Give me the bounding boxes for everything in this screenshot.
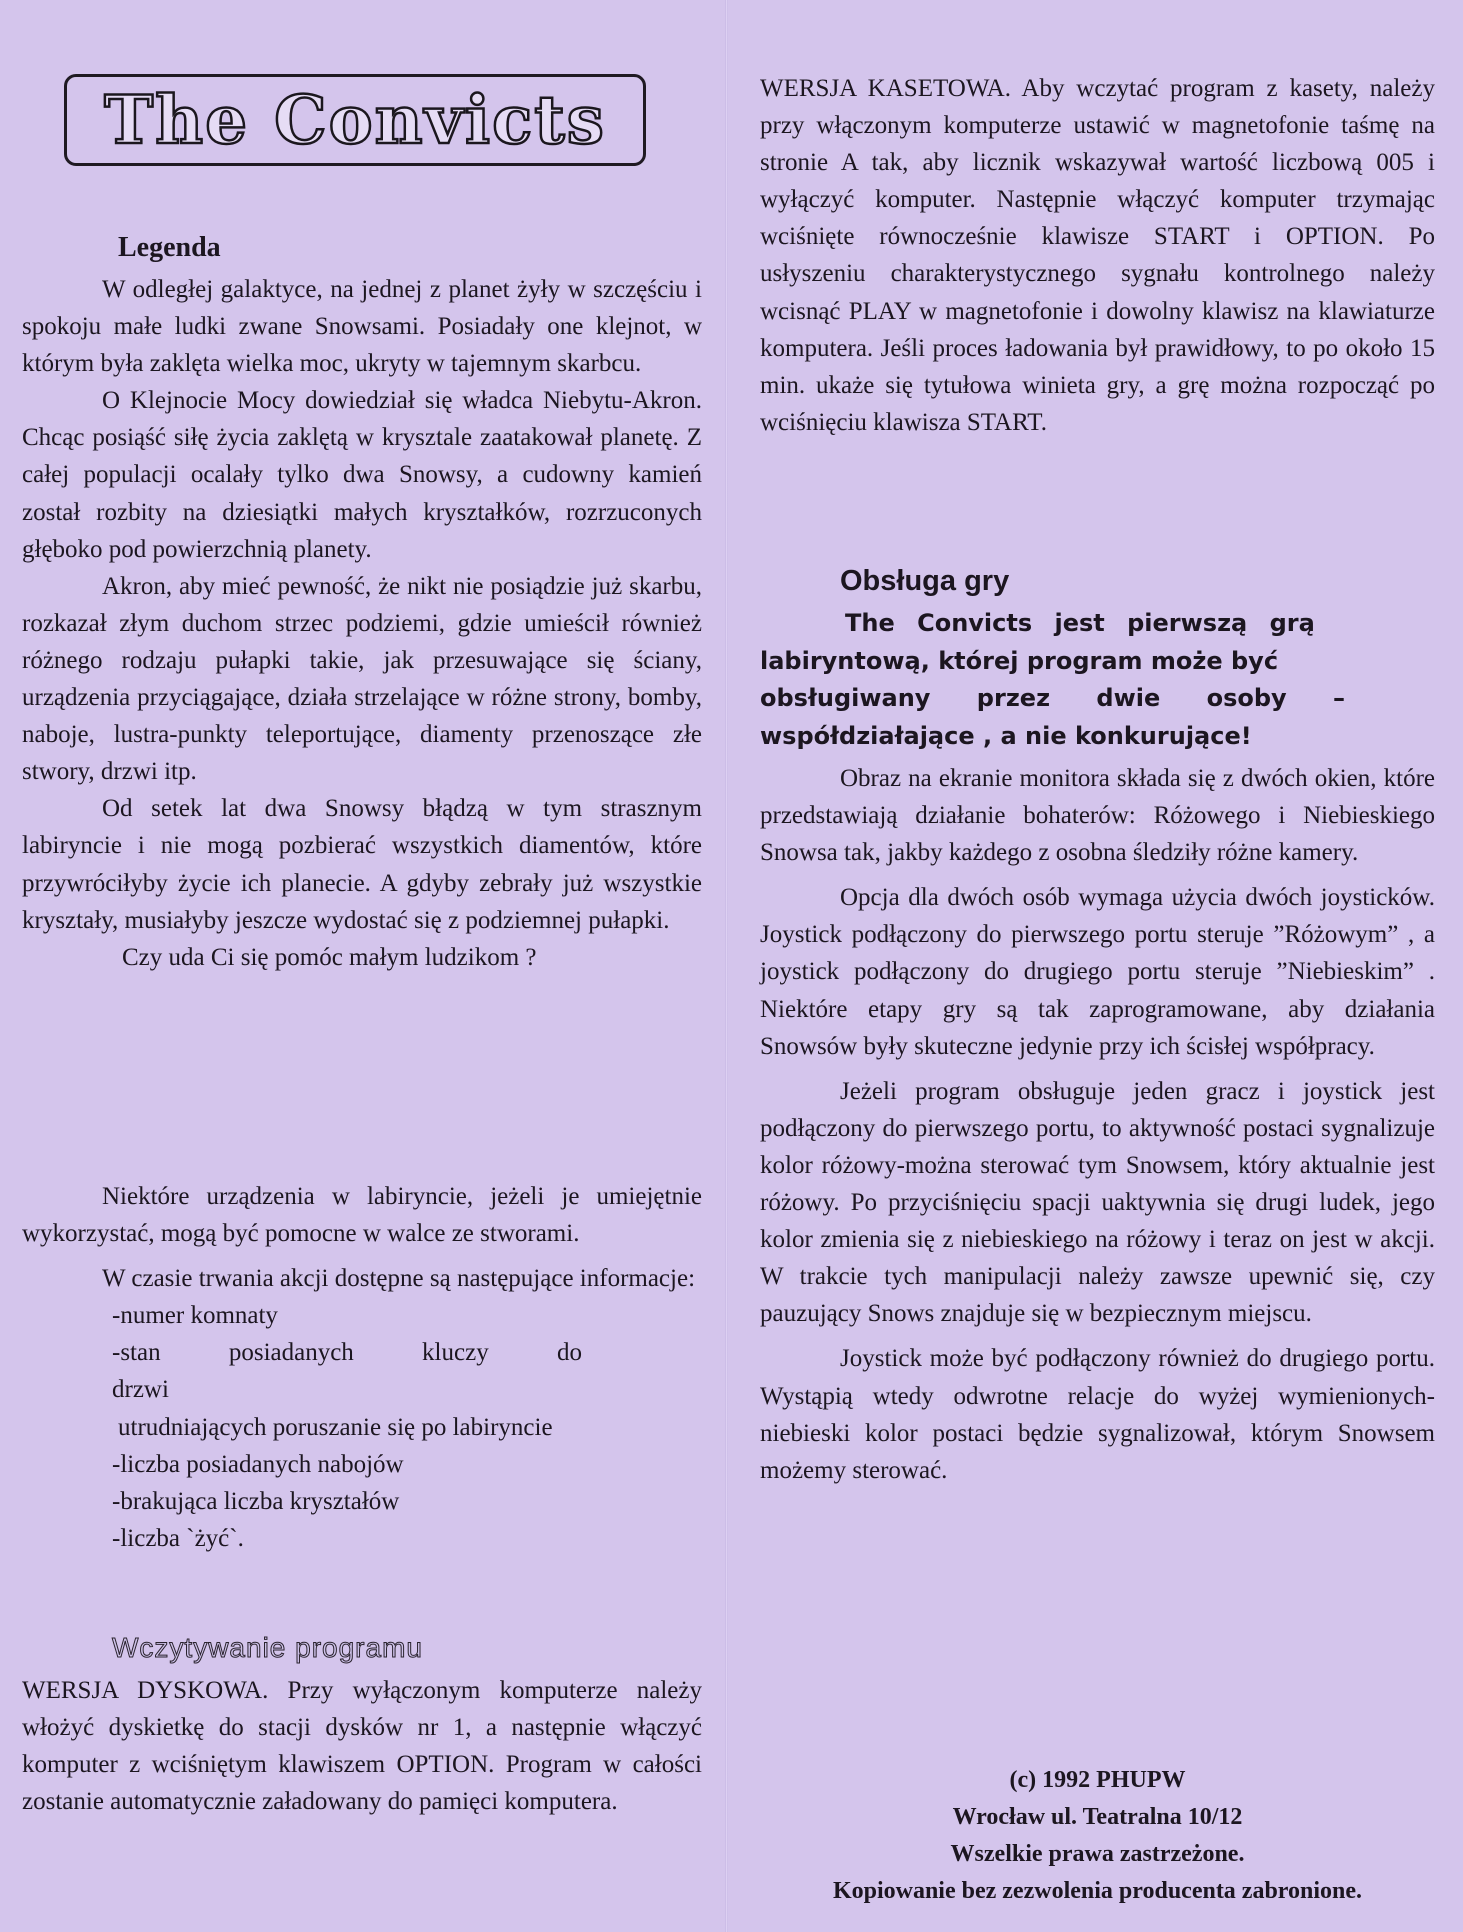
legenda-paragraph: W odległej galaktyce, na jednej z planet żyły w szczęściu i spokoju małe ludki zwane Snowsami. Posiadały one klejnot, w którym była zaklęta wielka moc, ukryty w tajemnym skarbcu. <box>22 276 702 378</box>
page-fold <box>725 0 728 1932</box>
disk-section <box>22 1672 702 1820</box>
info-list <box>22 1297 702 1557</box>
footer-line: Kopiowanie bez zezwolenia producenta zabronione. <box>832 1878 1363 1904</box>
title-box <box>64 74 646 166</box>
tape-section <box>760 70 1435 441</box>
obsluga-section <box>760 760 1435 1489</box>
loading-heading: Wczytywanie programu <box>112 1632 423 1663</box>
obsluga-paragraph: Opcja dla dwóch osób wymaga użycia dwóch joysticków. Joystick podłączony do pierwszego portu steruje ”Różowym” , a joystick podłączony do drugiego portu steruje ”Niebieskim” . Niektóre etapy gry są tak zaprogramowane, aby działania Snowsów były skuteczne jedynie przy ich ścisłej współpracy. <box>760 884 1435 1060</box>
list-item: -numer komnaty <box>112 1302 278 1330</box>
legenda-paragraph: O Klejnocie Mocy dowiedział się władca Niebytu-Akron. Chcąc posiąść siłę życia zaklętą w krysztale zaatakował planetę. Z całej populacji ocalały tylko dwa Snowsy, a cudowny kamień został rozbity na dziesiątki małych kryształków, rozrzuconych głęboko pod powierzchnią planety. <box>22 387 702 563</box>
legenda-paragraph: Od setek lat dwa Snowsy błądzą w tym strasznym labiryncie i nie mogą pozbierać wszystkich diamentów, które przywróciłyby życie ich planecie. A gdyby zebrały już wszystkie kryształy, musiałyby jeszcze wydostać się z podziemnej pułapki. <box>22 795 702 934</box>
obsluga-paragraph: Obraz na ekranie monitora składa się z dwóch okien, które przedstawiają działanie bohaterów: Różowego i Niebieskiego Snowsa tak, jakby każdego z osobna śledziły różne kamery. <box>760 765 1435 867</box>
list-item: -liczba posiadanych nabojów <box>112 1450 404 1478</box>
page-title: The Convicts <box>104 81 606 159</box>
intro-line: obsługiwany przez dwie osoby – <box>760 684 1346 712</box>
obsluga-paragraph: Joystick może być podłączony również do drugiego portu. Wystąpią wtedy odwrotne relacje do wyżej wymienionych-niebieski kolor postaci będzie sygnalizował, którym Snowsem możemy sterować. <box>760 1345 1435 1484</box>
copyright-footer <box>760 1762 1435 1910</box>
obsluga-intro <box>760 605 1435 755</box>
list-item: -liczba `żyć`. <box>112 1524 244 1552</box>
list-item: -brakująca liczba kryształów <box>112 1487 400 1515</box>
devices-paragraph: Niektóre urządzenia w labiryncie, jeżeli je umiejętnie wykorzystać, mogą być pomocne w walce ze stworami. <box>22 1183 702 1248</box>
legenda-question: Czy uda Ci się pomóc małym ludzikom ? <box>122 943 537 971</box>
info-intro: W czasie trwania akcji dostępne są następujące informacje: <box>102 1265 696 1293</box>
legenda-heading: Legenda <box>118 232 221 263</box>
intro-line: labiryntową, której program może być <box>760 646 1279 675</box>
intro-line: współdziałające , a nie konkurujące! <box>760 721 1252 750</box>
footer-line: Wszelkie prawa zastrzeżone. <box>950 1841 1245 1867</box>
devices-section <box>22 1178 702 1557</box>
intro-line: The Convicts jest pierwszą grą <box>845 609 1315 637</box>
obsluga-paragraph: Jeżeli program obsługuje jeden gracz i joystick jest podłączony do pierwszego portu, to aktywność postaci sygnalizuje kolor różowy-można sterować tym Snowsem, który aktualnie jest różowy. Po przyciśnięciu spacji uaktywnia się drugi ludek, jego kolor zmienia się z niebieskiego na różowy i teraz on jest w akcji. W trakcie tych manipulacji należy zawsze upewnić się, czy pauzujący Snows znajduje się w bezpiecznym miejscu. <box>760 1077 1435 1328</box>
tape-paragraph: WERSJA KASETOWA. Aby wczytać program z kasety, należy przy włączonym komputerze ustawić w magnetofonie taśmę na stronie A tak, aby licznik wskazywał wartość liczbową 005 i wyłączyć komputer. Następnie włączyć komputer trzymając wciśnięte równocześnie klawisze START i OPTION. Po usłyszeniu charakterystycznego sygnału kontrolnego należy wcisnąć PLAY w magnetofonie i dowolny klawisz na klawiaturze komputera. Jeśli proces ładowania był prawidłowy, to po około 15 min. ukaże się tytułowa winieta gry, a grę można rozpocząć po wciśnięciu klawisza START. <box>760 75 1435 436</box>
list-item: utrudniających poruszanie się po labiryncie <box>118 1413 553 1441</box>
disk-paragraph: WERSJA DYSKOWA. Przy wyłączonym komputerze należy włożyć dyskietkę do stacji dysków nr 1, a następnie włączyć komputer z wciśniętym klawiszem OPTION. Program w całości zostanie automatycznie załadowany do pamięci komputera. <box>22 1677 702 1816</box>
legenda-section <box>22 271 702 976</box>
legenda-paragraph: Akron, aby mieć pewność, że nikt nie posiądzie już skarbu, rozkazał złym duchom strzec podziemi, gdzie umieścił również różnego rodzaju pułapki takie, jak przesuwające się ściany, urządzenia przyciągające, działa strzelające w różne strony, bomby, naboje, lustra-punkty teleportujące, diamenty przenoszące złe stwory, drzwi itp. <box>22 572 702 786</box>
footer-line: (c) 1992 PHUPW <box>1009 1767 1186 1793</box>
obsluga-heading: Obsługa gry <box>840 565 1010 597</box>
footer-line: Wrocław ul. Teatralna 10/12 <box>952 1804 1243 1830</box>
list-item: -stan posiadanych kluczy do drzwi <box>112 1339 582 1404</box>
